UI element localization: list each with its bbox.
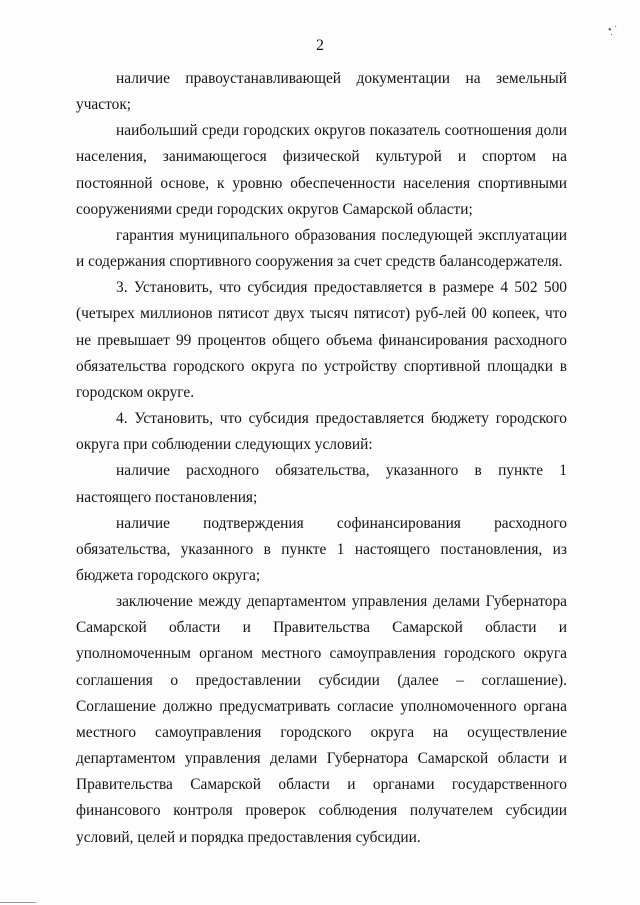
- paragraph-clause-3: 3. Установить, что субсидия предоставляется в размере 4 502 500 (четырех миллионов пятисот двух тысяч пятисот) руб-лей 00 копеек, что не превышает 99 процентов общего объема финансирования расходного обязательства городского округа по устройству спортивной площадки в городском округе.: [76, 279, 567, 401]
- paragraph-land-documentation: наличие правоустанавливающей документации на земельный участок;: [76, 70, 567, 114]
- paragraph-maintenance-guarantee: гарантия муниципального образования последующей эксплуатации и содержания спортивного сооружения за счет средств балансодержателя.: [76, 226, 567, 271]
- paragraph-highest-indicator: наибольший среди городских округов показатель соотношения доли населения, занимающегося физической культурой и спортом на постоянной основе, к уровню обеспеченности населения спортивными сооружениями среди городских округов Самарской области;: [76, 122, 567, 218]
- paragraph-cofinancing: наличие подтверждения софинансирования расходного обязательства, указанного в пункте 1 настоящего постановления, из бюджета городского округа;: [76, 514, 567, 584]
- scan-edge-mark: [0, 902, 36, 903]
- paragraph-clause-4: 4. Установить, что субсидия предоставляется бюджету городского округа при соблюдении следующих условий:: [76, 410, 567, 454]
- scan-specks: •̣ ˙: [608, 25, 618, 36]
- paragraph-expense-obligation: наличие расходного обязательства, указанного в пункте 1 настоящего постановления;: [76, 462, 567, 506]
- paragraph-agreement: заключение между департаментом управления делами Губернатора Самарской области и Правительства Самарской области и уполномоченным органом местного самоуправления городского округа соглашения о предоставлении субсидии (далее – соглашение). Соглашение должно предусматривать согласие уполномоченного органа местного самоуправления городского округа на осуществление департаментом управления делами Губернатора Самарской области и Правительства Самарской области и органами государственного финансового контроля проверок соблюдения получателем субсидии условий, целей и порядка предоставления субсидии.: [76, 593, 567, 846]
- page-number: 2: [316, 37, 324, 54]
- document-body: [76, 66, 567, 851]
